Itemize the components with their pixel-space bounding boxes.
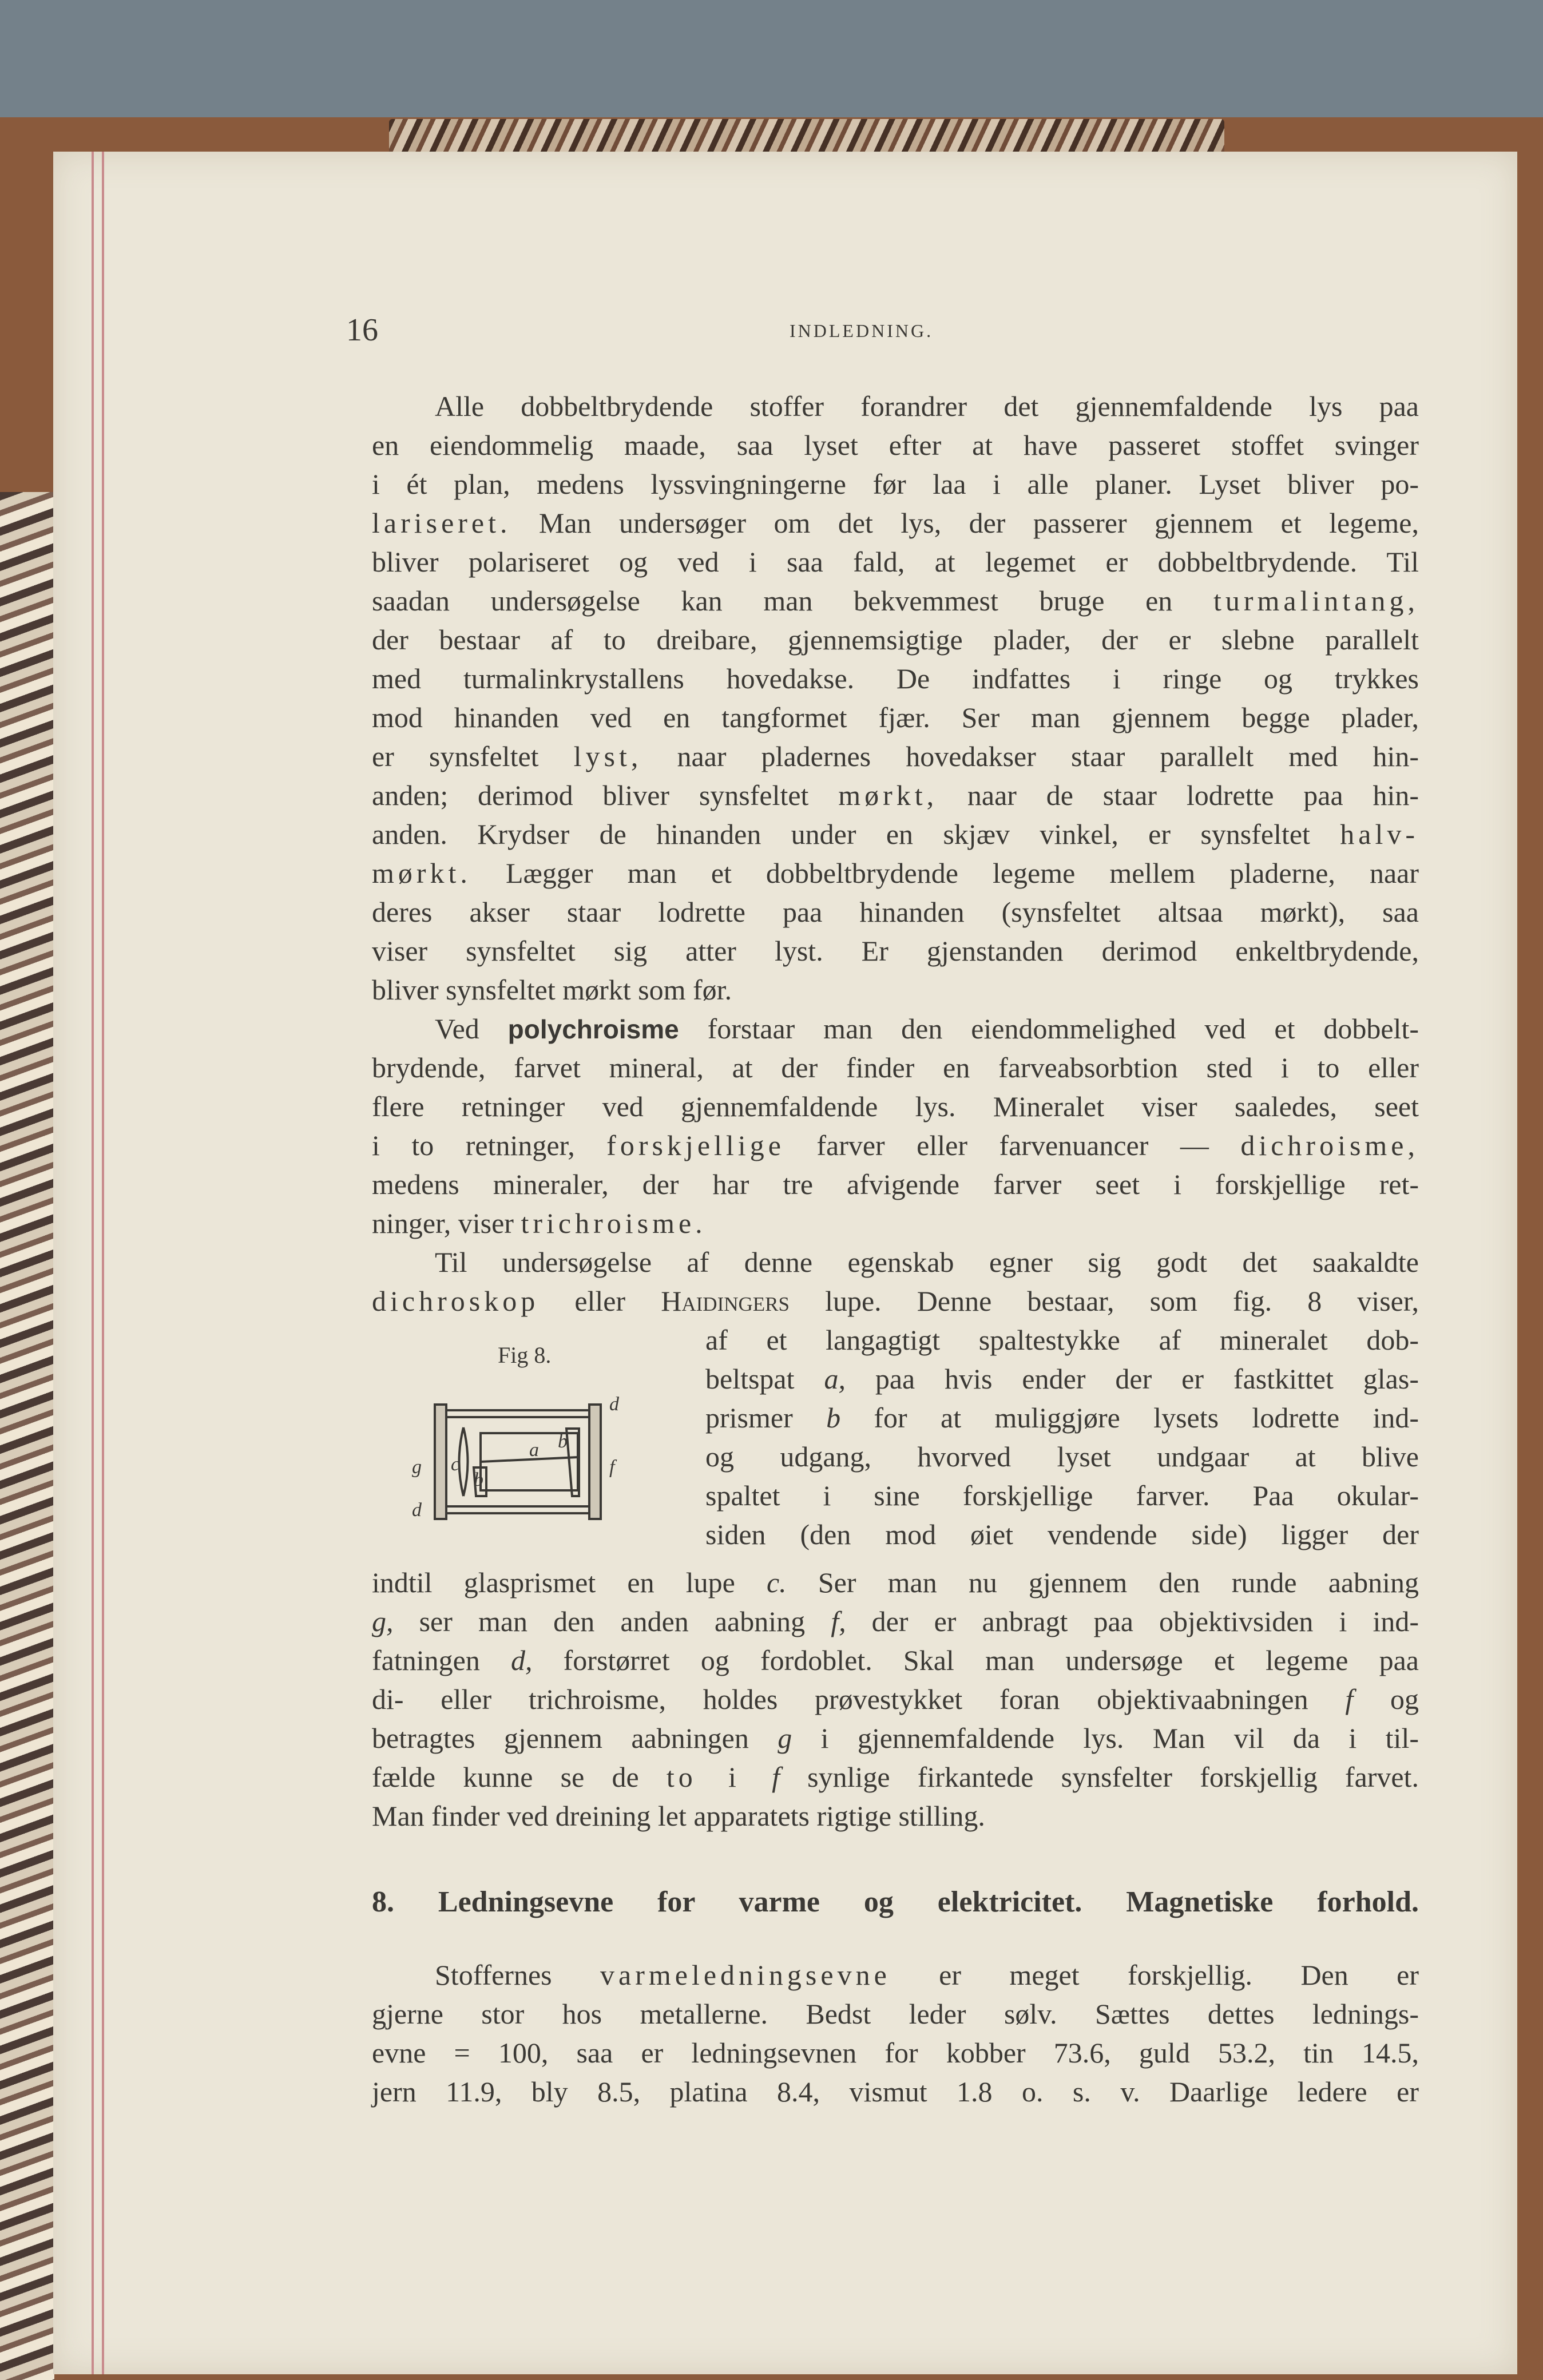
emphasized-text: lariseret. [372, 507, 511, 539]
text-line [372, 1204, 1419, 1243]
text-line [372, 931, 1419, 970]
text-segment: anden. Krydser de hinanden under en skjæv vinkel, er synsfeltet [372, 818, 1340, 850]
text-segment: er meget forskjellig. Den er [890, 1959, 1419, 1991]
text-segment: Ved [435, 1013, 508, 1045]
text-segment: mod hinanden ved en tangformet fjær. Ser man gjennem begge plader, [372, 701, 1419, 733]
text-line [705, 1437, 1419, 1476]
figure-caption: Fig 8. [498, 1342, 552, 1368]
text-line [372, 970, 1419, 1009]
body-text [372, 387, 1419, 2111]
text-line [372, 659, 1419, 698]
text-segment: i ét plan, medens lyssvingningerne før laa i alle planer. Lyset bliver po- [372, 468, 1419, 500]
text-segment: anden; derimod bliver synsfeltet [372, 779, 839, 811]
text-line [372, 387, 1419, 426]
text-line [372, 1243, 1419, 1282]
text-segment: i to retninger, [372, 1129, 607, 1161]
section-heading: 8. Ledningsevne for varme og elektricitet. Magnetiske forhold. [372, 1886, 1419, 1918]
emphasized-text: polychroisme [507, 1014, 679, 1044]
text-segment: i gjennemfaldende lys. Man vil da i til- [792, 1722, 1419, 1754]
emphasized-text: c. [766, 1566, 787, 1598]
emphasized-text: to i [666, 1761, 772, 1793]
emphasized-text: trichroisme. [521, 1207, 707, 1239]
figure-label: d [412, 1500, 422, 1521]
text-segment: spaltet i sine forskjellige farver. Paa okular- [705, 1479, 1419, 1512]
emphasized-text: lyst, [573, 740, 642, 772]
text-segment: betragtes gjennem aabningen [372, 1722, 778, 1754]
text-line [705, 1359, 1419, 1398]
text-line [372, 1680, 1419, 1719]
text-line [705, 1515, 1419, 1554]
text-segment: Stoffernes [435, 1959, 601, 1991]
text-line [705, 1320, 1419, 1359]
emphasized-text: Haidingers [661, 1285, 790, 1317]
text-line [372, 1563, 1419, 1602]
text-line [372, 892, 1419, 931]
text-line [372, 1758, 1419, 1796]
marbled-edge [0, 492, 54, 2380]
emphasized-text: forskjellige [606, 1129, 785, 1161]
text-segment: flere retninger ved gjennemfaldende lys. Mineralet viser saaledes, seet [372, 1090, 1419, 1122]
text-line [372, 698, 1419, 737]
text-segment: Til undersøgelse af denne egenskab egner sig godt det saakaldte [435, 1246, 1419, 1278]
page-number: 16 [346, 312, 378, 348]
text-segment: indtil glasprismet en lupe [372, 1566, 767, 1598]
text-segment: viser synsfeltet sig atter lyst. Er gjenstanden derimod enkeltbrydende, [372, 935, 1419, 967]
text-segment: naar pladernes hovedakser staar parallelt med hin- [642, 740, 1419, 772]
text-segment: jern 11.9, bly 8.5, platina 8.4, vismut 1.8 o. s. v. Daarlige ledere er [372, 2076, 1419, 2108]
text-line [372, 1165, 1419, 1204]
text-segment: synlige firkantede synsfelter forskjellig farvet. [779, 1761, 1419, 1793]
text-line [372, 854, 1419, 892]
emphasized-text: turmalintang, [1213, 585, 1419, 617]
text-line [705, 1476, 1419, 1515]
emphasized-text: d, [510, 1644, 533, 1676]
paragraphs-main [372, 387, 1419, 1835]
text-line [372, 1955, 1419, 1994]
text-segment: ninger, viser [372, 1207, 521, 1239]
text-segment: Ser man nu gjennem den runde aabning [786, 1566, 1419, 1598]
figure-label: b [474, 1469, 483, 1490]
text-segment: di- eller trichroisme, holdes prøvestykket foran objektivaabningen [372, 1683, 1346, 1715]
cover-ornament-band [389, 119, 1224, 154]
figure-label: g [412, 1457, 422, 1478]
emphasized-text: dichroisme, [1240, 1129, 1419, 1161]
emphasized-text: halv- [1340, 818, 1419, 850]
text-segment: beltspat [705, 1363, 824, 1395]
text-segment: brydende, farvet mineral, at der finder en farveabsorbtion sted i to eller [372, 1052, 1419, 1084]
text-line [372, 426, 1419, 465]
text-segment: der bestaar af to dreibare, gjennemsigtige plader, der er slebne parallelt [372, 624, 1419, 656]
text-line [372, 1087, 1419, 1126]
text-segment: bliver polariseret og ved i saa fald, at legemet er dobbeltbrydende. Til [372, 546, 1419, 578]
text-segment: og udgang, hvorved lyset undgaar at blive [705, 1441, 1419, 1473]
text-line [372, 465, 1419, 503]
text-line [372, 1126, 1419, 1165]
text-segment: Alle dobbeltbrydende stoffer forandrer det gjennemfaldende lys paa [435, 390, 1419, 422]
text-line [372, 1719, 1419, 1758]
text-line [372, 1048, 1419, 1087]
text-line [372, 1994, 1419, 2033]
text-segment: medens mineraler, der har tre afvigende farver seet i forskjellige ret- [372, 1168, 1419, 1200]
text-segment: eller [539, 1285, 661, 1317]
figure-label: f [609, 1457, 615, 1478]
text-segment: prismer [705, 1402, 827, 1434]
text-segment: Man finder ved dreining let apparatets rigtige stilling. [372, 1800, 985, 1832]
text-segment: naar de staar lodrette paa hin- [938, 779, 1419, 811]
text-line [372, 2072, 1419, 2111]
figure-label: c [451, 1454, 460, 1475]
figure-label: b [558, 1431, 568, 1452]
text-segment: for at muliggjøre lysets lodrette ind- [840, 1402, 1419, 1434]
text-line [705, 1398, 1419, 1437]
text-segment: en eiendommelig maade, saa lyset efter at have passeret stoffet svinger [372, 429, 1419, 461]
text-line [372, 620, 1419, 659]
margin-rule [92, 152, 94, 2374]
text-segment: saadan undersøgelse kan man bekvemmest bruge en [372, 585, 1213, 617]
text-line [372, 776, 1419, 815]
text-segment: Man undersøger om det lys, der passerer gjennem et legeme, [511, 507, 1419, 539]
paragraphs-section-8 [372, 1955, 1419, 2111]
text-line [372, 815, 1419, 854]
text-line [372, 1796, 1419, 1835]
text-segment: fatningen [372, 1644, 511, 1676]
figure-label: a [529, 1439, 539, 1461]
figure-label: d [609, 1394, 619, 1415]
emphasized-text: f, [831, 1605, 846, 1637]
text-line [372, 1641, 1419, 1680]
text-line [372, 1282, 1419, 1320]
emphasized-text: dichroskop [372, 1285, 540, 1317]
text-segment: paa hvis ender der er fastkittet glas- [845, 1363, 1419, 1395]
text-line [372, 737, 1419, 776]
text-segment: forstørret og fordoblet. Skal man undersøge et legeme paa [532, 1644, 1419, 1676]
running-head: INDLEDNING. [790, 320, 934, 341]
text-segment: farver eller farvenuancer — [784, 1129, 1241, 1161]
emphasized-text: mørkt, [838, 779, 938, 811]
text-line [372, 1009, 1419, 1048]
text-segment: og [1353, 1683, 1419, 1715]
text-segment: lupe. Denne bestaar, som fig. 8 viser, [789, 1285, 1419, 1317]
emphasized-text: b [826, 1402, 841, 1434]
text-segment: ser man den anden aabning [393, 1605, 831, 1637]
emphasized-text: mørkt. [372, 857, 471, 889]
text-segment: fælde kunne se de [372, 1761, 667, 1793]
text-segment: der er anbragt paa objektivsiden i ind- [846, 1605, 1419, 1637]
emphasized-text: g, [372, 1605, 394, 1637]
text-segment: forstaar man den eiendommelighed ved et dobbelt- [679, 1013, 1419, 1045]
text-segment: med turmalinkrystallens hovedakse. De indfattes i ringe og trykkes [372, 663, 1419, 695]
text-segment: af et langagtigt spaltestykke af mineralet dob- [705, 1324, 1419, 1356]
emphasized-text: f [772, 1761, 780, 1793]
margin-rule [102, 152, 104, 2374]
emphasized-text: a, [824, 1363, 846, 1395]
emphasized-text: g [778, 1722, 792, 1754]
text-line [372, 503, 1419, 542]
emphasized-text: varmeledningsevne [600, 1959, 891, 1991]
text-segment: bliver synsfeltet mørkt som før. [372, 974, 732, 1006]
text-line [372, 581, 1419, 620]
emphasized-text: f [1345, 1683, 1354, 1715]
text-segment: gjerne stor hos metallerne. Bedst leder sølv. Sættes dettes lednings- [372, 1998, 1419, 2030]
text-segment: evne = 100, saa er ledningsevnen for kobber 73.6, guld 53.2, tin 14.5, [372, 2037, 1419, 2069]
text-line [372, 542, 1419, 581]
text-line [372, 1602, 1419, 1641]
text-segment: deres akser staar lodrette paa hinanden (synsfeltet altsaa mørkt), saa [372, 896, 1419, 928]
text-line [372, 2033, 1419, 2072]
text-segment: Lægger man et dobbeltbrydende legeme mellem pladerne, naar [471, 857, 1419, 889]
text-segment: er synsfeltet [372, 740, 574, 772]
text-segment: siden (den mod øiet vendende side) ligger der [705, 1518, 1419, 1550]
